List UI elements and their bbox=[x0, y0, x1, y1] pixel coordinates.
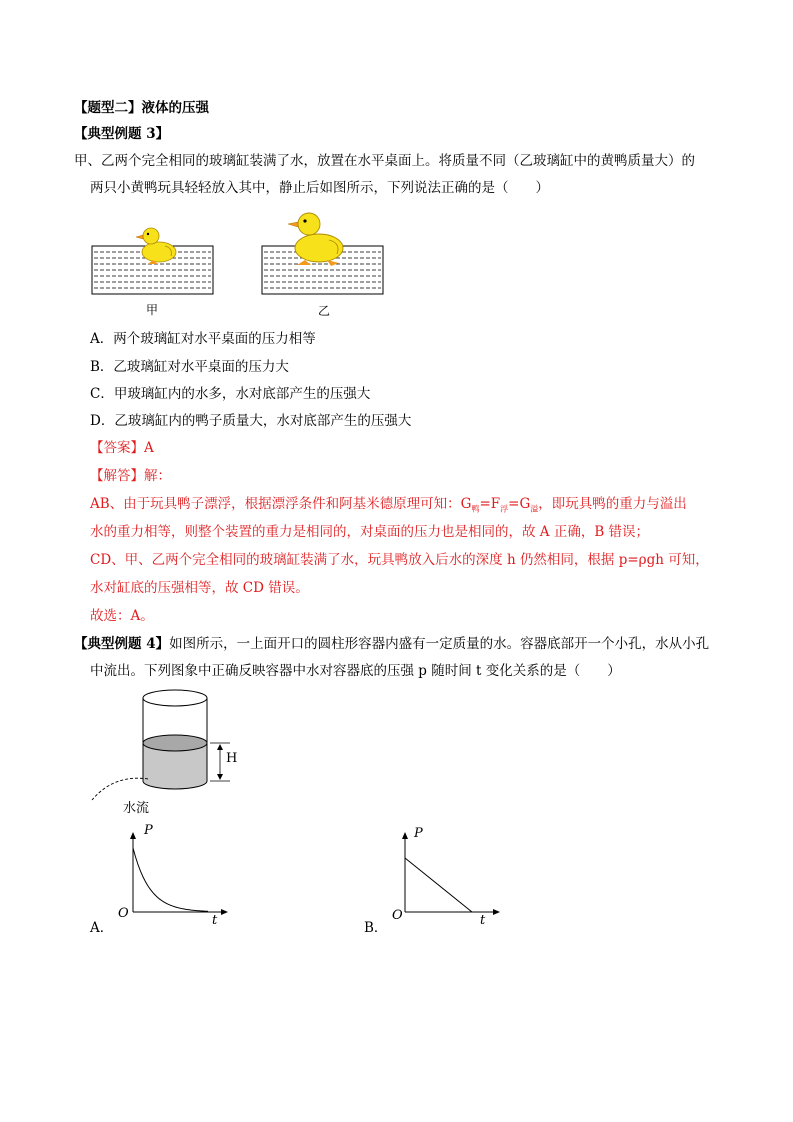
conclusion: 故选：A。 bbox=[90, 608, 154, 624]
option-a: A．两个玻璃缸对水平桌面的压力相等 bbox=[90, 331, 316, 347]
graph-a-option: A． bbox=[90, 920, 114, 936]
tanks-figure bbox=[88, 200, 388, 312]
graph-a-y-label: P bbox=[144, 823, 153, 838]
example3-question-line1: 甲、乙两个完全相同的玻璃缸装满了水，放置在水平桌面上。将质量不同（乙玻璃缸中的黄鸭质量大）的 bbox=[74, 153, 695, 169]
figure-label-jia: 甲 bbox=[146, 303, 159, 317]
analysis-label: 【解答】解： bbox=[90, 468, 171, 484]
option-d: D．乙玻璃缸内的鸭子质量大，水对底部产生的压强大 bbox=[90, 413, 412, 429]
answer-label: 【答案】A bbox=[90, 440, 154, 456]
graph-b-origin: O bbox=[392, 908, 403, 923]
graph-a-curve bbox=[133, 848, 208, 911]
graph-b-line bbox=[405, 858, 472, 912]
graph-b-y-label: P bbox=[414, 826, 423, 841]
section-title: 【题型二】液体的压强 bbox=[74, 100, 209, 116]
analysis-cd-line1: CD、甲、乙两个完全相同的玻璃缸装满了水，玩具鸭放入后水的深度 h 仍然相同，根据 p=ρgh 可知， bbox=[90, 552, 709, 568]
option-b: B．乙玻璃缸对水平桌面的压力大 bbox=[90, 359, 289, 375]
graph-a-origin: O bbox=[118, 906, 129, 921]
example3-label: 【典型例题 3】 bbox=[74, 126, 170, 142]
graph-a bbox=[110, 820, 240, 930]
example3-question-line2: 两只小黄鸭玩具轻轻放入其中，静止后如图所示，下列说法正确的是（ ） bbox=[90, 180, 549, 196]
graph-b-option: B． bbox=[364, 920, 388, 936]
flow-label: 水流 bbox=[123, 801, 150, 816]
option-c: C．甲玻璃缸内的水多，水对底部产生的压强大 bbox=[90, 386, 371, 402]
analysis-ab-line1: AB、由于玩具鸭子漂浮，根据漂浮条件和阿基米德原理可知：$G_鸭=F_浮=G_溢$，即玩具鸭的重力与溢出 bbox=[90, 496, 687, 514]
height-label: H bbox=[226, 751, 238, 766]
figure-label-yi: 乙 bbox=[318, 304, 331, 318]
example4-question-line2: 中流出。下列图象中正确反映容器中水对容器底的压强 p 随时间 t 变化关系的是（ ） bbox=[90, 663, 621, 679]
graph-b-x-label: t bbox=[480, 913, 486, 928]
graph-a-x-label: t bbox=[212, 913, 218, 928]
analysis-ab-line2: 水的重力相等，则整个装置的重力是相同的，对桌面的压力也是相同的，故 A 正确，B 错误； bbox=[90, 524, 650, 540]
example4-question-line1: 【典型例题 4】如图所示，一上面开口的圆柱形容器内盛有一定质量的水。容器底部开一个小孔，水从小孔 bbox=[74, 636, 710, 652]
analysis-cd-line2: 水对缸底的压强相等，故 CD 错误。 bbox=[90, 580, 309, 596]
